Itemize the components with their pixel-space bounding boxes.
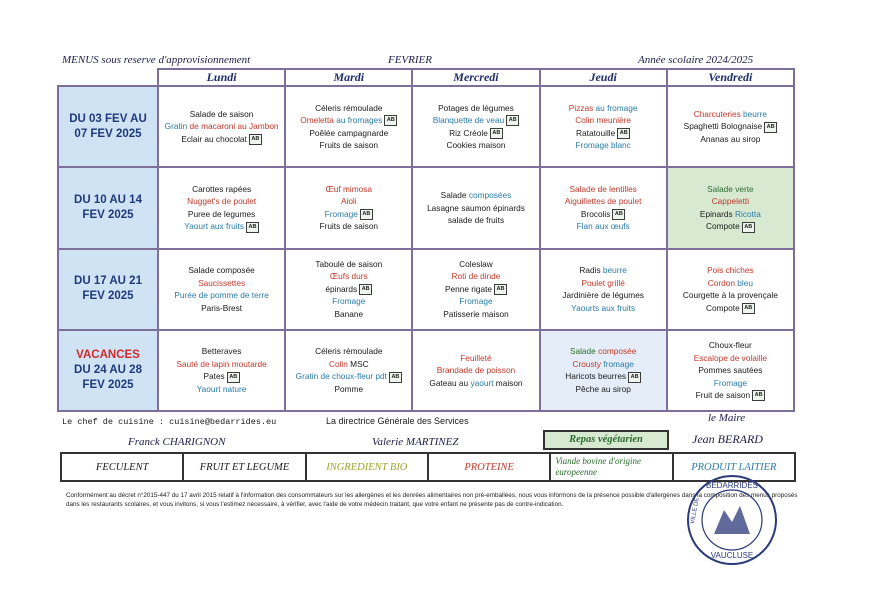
- dish-text: Poulet grillé: [581, 277, 625, 288]
- dish-line: [668, 220, 793, 233]
- week-label: [58, 249, 158, 330]
- day-header: Mercredi: [412, 69, 539, 86]
- menu-cell: [412, 167, 539, 248]
- dish-text: Haricots beurres: [565, 371, 627, 382]
- dish-line: [413, 295, 538, 308]
- dish-text: Ananas au sirop: [700, 133, 761, 144]
- dish-line: [541, 289, 666, 302]
- dish-line: [159, 370, 284, 383]
- dish-line: [159, 133, 284, 146]
- dish-text: Salade: [440, 190, 469, 201]
- dish-text: Cookies maison: [446, 140, 506, 151]
- dish-text: Jardinière de légumes: [562, 290, 644, 301]
- menu-cell: [285, 330, 412, 411]
- dish-line: [413, 202, 538, 215]
- dish-line: [541, 345, 666, 358]
- directrice-name: Valerie MARTINEZ: [372, 436, 459, 448]
- dish-text: maison: [493, 377, 523, 388]
- week-row: [58, 167, 794, 248]
- dish-text: Fromage: [324, 208, 358, 219]
- dish-text: Nugget's de poulet: [187, 196, 257, 207]
- dish-line: [159, 195, 284, 208]
- menu-cell: [667, 86, 794, 167]
- dish-text: composée: [598, 346, 637, 357]
- dish-line: [668, 364, 793, 377]
- dish-text: yaourt: [470, 377, 494, 388]
- dish-text: Taboulé de saison: [315, 258, 383, 269]
- dish-line: [413, 364, 538, 377]
- organic-label-icon: AB: [359, 284, 372, 295]
- days-header-row: [58, 69, 794, 86]
- dish-text: Aioli: [340, 196, 357, 207]
- dish-line: [668, 133, 793, 146]
- dish-line: [541, 358, 666, 371]
- dish-text: Blanquette de veau: [432, 115, 505, 126]
- dish-line: [668, 339, 793, 352]
- chef-label: Le chef de cuisine : cuisine@bedarrides.eu: [62, 417, 277, 427]
- week-label-line: DU 24 AU 28: [74, 363, 142, 376]
- dish-text: Yaourt aux fruits: [184, 221, 244, 232]
- dish-text: Œuf mimosa: [325, 183, 373, 194]
- dish-text: Cappeletti: [711, 196, 750, 207]
- dish-text: Charcuteries: [693, 108, 744, 119]
- dish-text: Salade de lentilles: [569, 183, 637, 194]
- dish-text: Fromage blanc: [575, 140, 631, 151]
- dish-text: Fruit de saison: [695, 390, 751, 401]
- day-header: Jeudi: [540, 69, 667, 86]
- dish-text: Pizzas: [568, 102, 596, 113]
- dish-line: [541, 183, 666, 196]
- dish-text: Crousty: [572, 358, 604, 369]
- day-header: Mardi: [285, 69, 412, 86]
- dish-text: Poêlée campagnarde: [309, 127, 389, 138]
- dish-text: Fruits de saison: [319, 140, 379, 151]
- menu-cell: [540, 86, 667, 167]
- day-header: Vendredi: [667, 69, 794, 86]
- dish-line: [413, 270, 538, 283]
- dish-line: [159, 183, 284, 196]
- organic-label-icon: AB: [490, 128, 503, 139]
- dish-line: [159, 358, 284, 371]
- dish-text: Salade verte: [707, 183, 754, 194]
- header-left: MENUS sous reserve d'approvisionnement: [62, 54, 251, 66]
- organic-label-icon: AB: [384, 115, 397, 126]
- dish-text: Choux-fleur: [708, 340, 752, 351]
- dish-line: [286, 220, 411, 233]
- dish-text: Céleris rémoulade: [315, 102, 383, 113]
- week-row: [58, 249, 794, 330]
- dish-line: [159, 277, 284, 290]
- dish-text: Yaourts aux fruits: [571, 302, 636, 313]
- dish-line: [668, 277, 793, 290]
- menu-cell: [285, 249, 412, 330]
- dish-line: [541, 127, 666, 140]
- dish-line: [541, 102, 666, 115]
- legend-item: PROTEINE: [428, 453, 550, 481]
- dish-text: Eclair au chocolat: [181, 133, 247, 144]
- week-label: [58, 86, 158, 167]
- dish-text: Gratin de choux-fleur pdt: [295, 371, 387, 382]
- organic-label-icon: AB: [494, 284, 507, 295]
- dish-line: [668, 208, 793, 221]
- dish-line: [541, 264, 666, 277]
- dish-text: Yaourt nature: [196, 383, 247, 394]
- dish-text: Pois chiches: [707, 265, 754, 276]
- dish-text: Courgette à la provençale: [682, 290, 778, 301]
- organic-label-icon: AB: [752, 390, 765, 401]
- dish-text: Paris-Brest: [201, 302, 243, 313]
- dish-text: au fromage: [595, 102, 638, 113]
- organic-label-icon: AB: [742, 303, 755, 314]
- dish-line: [286, 345, 411, 358]
- stamp-top-text: BEDARRIDES: [705, 481, 759, 490]
- dish-text: Banane: [334, 308, 364, 319]
- week-label-line: FEV 2025: [82, 378, 134, 391]
- dish-text: Pommes sautées: [698, 365, 763, 376]
- dish-text: Puree de legumes: [187, 208, 256, 219]
- dish-text: Gateau au: [429, 377, 471, 388]
- directrice-label: La directrice Générale des Services: [326, 416, 469, 426]
- dish-text: Gratin: [164, 121, 190, 132]
- dish-line: [286, 283, 411, 296]
- dish-line: [413, 258, 538, 271]
- dish-text: Potages de légumes: [438, 102, 514, 113]
- dish-text: Salade: [569, 346, 599, 357]
- menu-cell: [412, 249, 539, 330]
- menu-cell: [412, 86, 539, 167]
- menu-cell: [540, 167, 667, 248]
- menu-cell: [285, 167, 412, 248]
- week-row: [58, 86, 794, 167]
- dish-text: Fromage: [459, 296, 493, 307]
- legend-item: PRODUIT LAITIER: [673, 453, 795, 481]
- week-label-line: VACANCES: [76, 348, 140, 361]
- dish-line: [286, 102, 411, 115]
- week-label: [58, 167, 158, 248]
- dish-line: [541, 208, 666, 221]
- dish-line: [413, 377, 538, 390]
- dish-line: [159, 383, 284, 396]
- dish-line: [286, 358, 411, 371]
- dish-text: salade de fruits: [447, 215, 505, 226]
- dish-text: Betteraves: [201, 346, 242, 357]
- dish-text: Compote: [706, 221, 740, 232]
- week-label: [58, 330, 158, 411]
- organic-label-icon: AB: [360, 209, 373, 220]
- dish-line: [413, 114, 538, 127]
- dish-text: Pates: [203, 371, 225, 382]
- dish-line: [286, 370, 411, 383]
- dish-line: [541, 383, 666, 396]
- dish-text: de macaroni au Jambon: [189, 121, 279, 132]
- dish-text: Fromage: [332, 296, 366, 307]
- maire-label: le Maire: [708, 412, 746, 424]
- dish-text: Epinards: [699, 208, 735, 219]
- dish-line: [159, 289, 284, 302]
- dish-line: [541, 302, 666, 315]
- dish-line: [286, 183, 411, 196]
- legend-item: Viande bovine d'origine europeenne: [550, 453, 672, 481]
- legend-item: FRUIT ET LEGUME: [183, 453, 305, 481]
- dish-line: [286, 258, 411, 271]
- organic-label-icon: AB: [506, 115, 519, 126]
- dish-line: [286, 308, 411, 321]
- menu-cell: [540, 249, 667, 330]
- vegetarian-label: Repas végétarien: [543, 430, 669, 450]
- dish-text: Omeletta: [300, 115, 337, 126]
- dish-line: [413, 139, 538, 152]
- dish-text: fromage: [603, 358, 634, 369]
- header-month: FEVRIER: [388, 54, 432, 66]
- dish-text: bleu: [737, 277, 753, 288]
- organic-label-icon: AB: [764, 122, 777, 133]
- menu-cell: [158, 330, 285, 411]
- dish-line: [541, 114, 666, 127]
- dish-line: [286, 195, 411, 208]
- dish-line: [668, 108, 793, 121]
- dish-line: [668, 195, 793, 208]
- dish-text: Sauté de lapin moutarde: [176, 358, 267, 369]
- dish-line: [286, 208, 411, 221]
- organic-label-icon: AB: [389, 372, 402, 383]
- dish-line: [159, 108, 284, 121]
- organic-label-icon: AB: [246, 222, 259, 233]
- dish-text: Spaghetti Bolognaise: [683, 121, 763, 132]
- dish-text: Pomme: [334, 383, 364, 394]
- dish-line: [668, 120, 793, 133]
- dish-text: Radis: [579, 265, 603, 276]
- dish-line: [668, 377, 793, 390]
- dish-text: Fruits de saison: [319, 221, 379, 232]
- menu-cell: [158, 86, 285, 167]
- dish-line: [286, 114, 411, 127]
- organic-label-icon: AB: [617, 128, 630, 139]
- week-label-line: FEV 2025: [82, 208, 134, 221]
- legend-item: FECULENT: [61, 453, 183, 481]
- organic-label-icon: AB: [249, 134, 262, 145]
- dish-text: Aiguillettes de poulet: [564, 196, 642, 207]
- organic-label-icon: AB: [628, 372, 641, 383]
- week-label-line: FEV 2025: [82, 290, 134, 303]
- dish-text: Riz Créole: [449, 127, 488, 138]
- dish-line: [159, 220, 284, 233]
- dish-text: Flan aux œufs: [576, 221, 630, 232]
- organic-label-icon: AB: [227, 372, 240, 383]
- dish-line: [413, 102, 538, 115]
- legend-item: INGREDIENT BIO: [306, 453, 428, 481]
- dish-line: [159, 345, 284, 358]
- dish-text: Lasagne saumon épinards: [427, 202, 525, 213]
- dish-line: [413, 127, 538, 140]
- chef-name: Franck CHARIGNON: [128, 436, 226, 448]
- menu-cell: [667, 167, 794, 248]
- dish-text: Salade composée: [188, 265, 255, 276]
- dish-text: épinards: [325, 283, 358, 294]
- organic-label-icon: AB: [742, 222, 755, 233]
- menu-cell: [667, 249, 794, 330]
- stamp-left-text: VILLE DE: [690, 497, 701, 525]
- dish-text: Céleris rémoulade: [315, 346, 383, 357]
- dish-line: [413, 214, 538, 227]
- dish-line: [286, 295, 411, 308]
- dish-text: Œufs durs: [329, 271, 368, 282]
- dish-text: Fromage: [713, 377, 747, 388]
- dish-line: [159, 302, 284, 315]
- dish-line: [159, 208, 284, 221]
- menu-cell: [412, 330, 539, 411]
- menu-table: [57, 68, 795, 412]
- dish-text: Coleslaw: [459, 258, 493, 269]
- dish-text: Escalope de volaille: [693, 352, 768, 363]
- menu-cell: [540, 330, 667, 411]
- dish-text: Penne rigate: [444, 283, 492, 294]
- dish-line: [541, 370, 666, 383]
- dish-text: Colin: [328, 358, 351, 369]
- dish-line: [668, 183, 793, 196]
- dish-line: [413, 308, 538, 321]
- corner-cell: [58, 69, 158, 86]
- menu-cell: [158, 167, 285, 248]
- dish-text: Purée de pomme de terre: [174, 290, 269, 301]
- menu-cell: [667, 330, 794, 411]
- dish-line: [541, 139, 666, 152]
- day-header: Lundi: [158, 69, 285, 86]
- dish-text: Carottes rapées: [192, 183, 252, 194]
- dish-line: [286, 127, 411, 140]
- town-stamp: [684, 472, 780, 568]
- dish-text: beurre: [602, 265, 627, 276]
- dish-text: Colin meunière: [575, 115, 632, 126]
- week-row: [58, 330, 794, 411]
- maire-name: Jean BERARD: [692, 432, 763, 446]
- dish-line: [159, 264, 284, 277]
- dish-text: Salade de saison: [189, 108, 254, 119]
- dish-text: Brandade de poisson: [436, 365, 516, 376]
- dish-line: [541, 220, 666, 233]
- week-label-line: DU 10 AU 14: [74, 193, 142, 206]
- dish-text: Roti de dinde: [451, 271, 501, 282]
- dish-line: [668, 389, 793, 402]
- dish-text: composées: [468, 190, 512, 201]
- dish-text: Brocolis: [580, 208, 611, 219]
- dish-line: [159, 120, 284, 133]
- allergen-notice: Conformément au décret n°2015-447 du 17 avril 2015 relatif à l'information des consommateurs sur les allergènes et les denrées alimentaires non pré-emballées, nous vous informons de la présence possible d'allergènes dans la composition des menus proposés dans les restaurants scolaires, et vous invitons, si vous l'estimez nécessaire, à vérifier, avec l'aide de votre médecin traitant, que votre enfant ne présente pas de contre-indication.: [66, 492, 798, 508]
- dish-line: [541, 277, 666, 290]
- menu-cell: [158, 249, 285, 330]
- dish-text: beurre: [743, 108, 768, 119]
- dish-text: Ratatouille: [576, 127, 616, 138]
- dish-text: Compote: [706, 302, 740, 313]
- menu-cell: [285, 86, 412, 167]
- dish-line: [668, 264, 793, 277]
- dish-line: [286, 270, 411, 283]
- week-label-line: 07 FEV 2025: [74, 127, 142, 140]
- dish-line: [286, 383, 411, 396]
- dish-text: Cordon: [707, 277, 738, 288]
- week-label-line: DU 17 AU 21: [74, 275, 142, 288]
- dish-line: [668, 289, 793, 302]
- dish-text: Feuilleté: [460, 352, 492, 363]
- dish-line: [413, 283, 538, 296]
- dish-text: au fromages: [336, 115, 383, 126]
- dish-line: [413, 189, 538, 202]
- header-school-year: Année scolaire 2024/2025: [638, 54, 754, 66]
- organic-label-icon: AB: [612, 209, 625, 220]
- dish-text: Patisserie maison: [443, 308, 509, 319]
- dish-text: Saucissettes: [198, 277, 246, 288]
- dish-line: [413, 352, 538, 365]
- dish-text: Ricotta: [734, 208, 761, 219]
- dish-line: [668, 352, 793, 365]
- stamp-bottom-text: VAUCLUSE: [710, 551, 754, 560]
- dish-line: [668, 302, 793, 315]
- dish-text: Pêche au sirop: [575, 383, 631, 394]
- dish-line: [286, 139, 411, 152]
- dish-line: [541, 195, 666, 208]
- week-label-line: DU 03 FEV AU: [69, 112, 147, 125]
- dish-text: MSC: [350, 358, 369, 369]
